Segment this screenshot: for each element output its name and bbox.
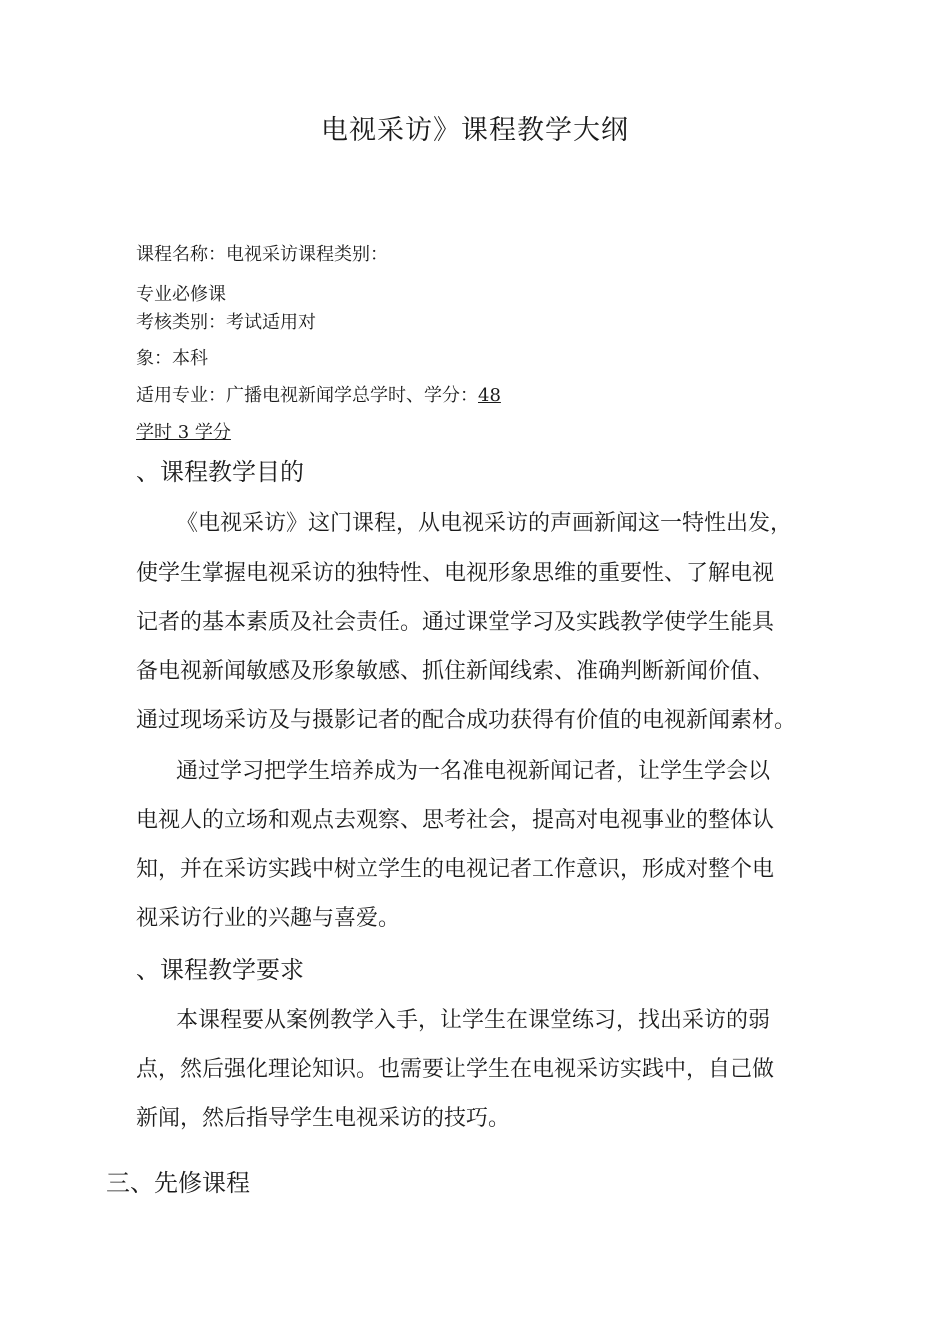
paragraph-line: 使学生掌握电视采访的独特性、电视形象思维的重要性、了解电视 [136, 561, 775, 586]
meta-major-hours: 适用专业：广播电视新闻学总学时、学分：48 [136, 385, 501, 406]
paragraph-line: 视采访行业的兴趣与喜爱。 [136, 906, 401, 931]
paragraph-line: 点，然后强化理论知识。也需要让学生在电视采访实践中，自己做 [136, 1057, 775, 1082]
paragraph-line: 记者的基本素质及社会责任。通过课堂学习及实践教学使学生能具 [136, 610, 775, 635]
meta-hours-credits: 学时 3 学分 [136, 422, 231, 443]
hours-value: 48 [478, 385, 501, 406]
section-heading-objectives: 、课程教学目的 [136, 458, 304, 486]
meta-course-name: 课程名称：电视采访课程类别： [136, 244, 388, 265]
section-heading-requirements: 、课程教学要求 [136, 956, 304, 984]
section-heading-prerequisites: 三、先修课程 [106, 1169, 250, 1197]
paragraph-line: 通过现场采访及与摄影记者的配合成功获得有价值的电视新闻素材。 [136, 708, 797, 733]
paragraph-line: 新闻，然后指导学生电视采访的技巧。 [136, 1106, 511, 1131]
meta-audience: 象：本科 [136, 348, 208, 369]
meta-assessment-type: 考核类别：考试适用对 [136, 312, 316, 333]
paragraph-line: 本课程要从案例教学入手，让学生在课堂练习，找出采访的弱 [176, 1008, 771, 1033]
paragraph-line: 电视人的立场和观点去观察、思考社会，提高对电视事业的整体认 [136, 808, 775, 833]
paragraph-line: 《电视采访》这门课程，从电视采访的声画新闻这一特性出发， [176, 511, 793, 536]
meta-course-category: 专业必修课 [136, 284, 226, 305]
paragraph-line: 备电视新闻敏感及形象敏感、抓住新闻线索、准确判断新闻价值、 [136, 659, 775, 684]
paragraph-line: 知，并在采访实践中树立学生的电视记者工作意识，形成对整个电 [136, 857, 775, 882]
document-title: 电视采访》课程教学大纲 [321, 115, 629, 146]
paragraph-line: 通过学习把学生培养成为一名准电视新闻记者，让学生学会以 [176, 759, 771, 784]
